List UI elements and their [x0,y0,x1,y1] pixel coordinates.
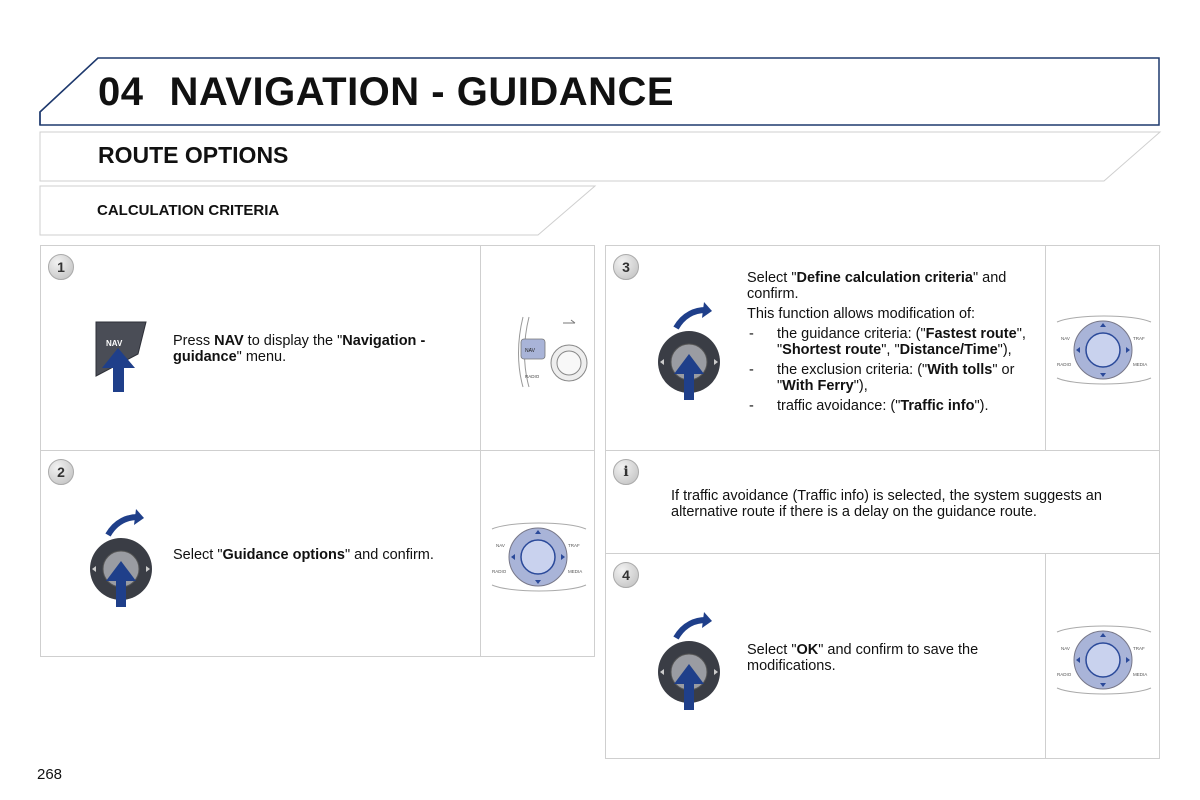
console-knob-illustration [1053,622,1155,698]
criteria-list [747,326,1039,414]
svg-text:RADIO: RADIO [525,374,540,379]
svg-text:NAV: NAV [496,543,505,548]
step-2-panel [40,450,595,657]
chapter-number: 04 [98,70,144,114]
page-number: 268 [37,766,63,783]
svg-text:RADIO: RADIO [1057,362,1072,367]
info-text: If traffic avoidance (Traffic info) is selected, the system suggests an alternative route if there is a delay on the guidance route. [671,488,1102,520]
console-knob-illustration [488,519,590,595]
step-1-panel [40,245,595,451]
step-4-badge: 4 [613,562,639,588]
list-item: - the guidance criteria: ("Fastest route", "Shortest route", "Distance/Time"), [747,326,1039,358]
nav-button-icon [86,316,156,396]
step-4-text: Select "OK" and confirm to save the modifications. [747,642,979,674]
list-item: - traffic avoidance: ("Traffic info"). [747,398,1039,414]
rotary-knob-push-icon [654,612,734,712]
svg-text:TRAF: TRAF [568,543,580,548]
svg-text:MEDIA: MEDIA [1133,672,1148,677]
step-1-text: Press NAV to display the "Navigation - guidance" menu. [173,333,426,365]
step-1-badge: 1 [48,254,74,280]
section-title: ROUTE OPTIONS [98,142,289,168]
info-panel [605,450,1160,554]
svg-text:TRAF: TRAF [1133,336,1145,341]
step-3-text [747,270,1039,414]
svg-text:NAV: NAV [1061,646,1070,651]
step-4-panel [605,553,1160,759]
console-knob-illustration [1053,312,1155,388]
nav-button-label: NAV [106,339,123,348]
rotary-knob-push-icon [86,509,166,609]
rotary-knob-push-icon [654,302,734,402]
subsection-title: CALCULATION CRITERIA [97,202,280,219]
step-2-text: Select "Guidance options" and confirm. [173,547,434,563]
chapter-heading [98,70,674,115]
svg-text:RADIO: RADIO [1057,672,1072,677]
panel-divider [480,246,481,450]
step-2-badge: 2 [48,459,74,485]
console-nav-illustration [511,311,591,391]
panel-divider [480,451,481,656]
list-item: - the exclusion criteria: ("With tolls" or "With Ferry"), [747,362,1039,394]
info-icon: i [613,459,639,485]
step-3-line-1: Select "Define calculation criteria" and confirm. [747,270,1007,302]
svg-text:MEDIA: MEDIA [1133,362,1148,367]
panel-divider [1045,246,1046,450]
chapter-title: NAVIGATION - GUIDANCE [169,70,675,114]
svg-text:RADIO: RADIO [492,569,507,574]
svg-text:MEDIA: MEDIA [568,569,583,574]
header-frames [0,0,1200,260]
panel-divider [1045,554,1046,758]
step-3-badge: 3 [613,254,639,280]
step-3-line-2: This function allows modification of: [747,306,976,322]
svg-text:NAV: NAV [525,348,535,354]
svg-text:NAV: NAV [1061,336,1070,341]
svg-text:TRAF: TRAF [1133,646,1145,651]
step-3-panel [605,245,1160,451]
